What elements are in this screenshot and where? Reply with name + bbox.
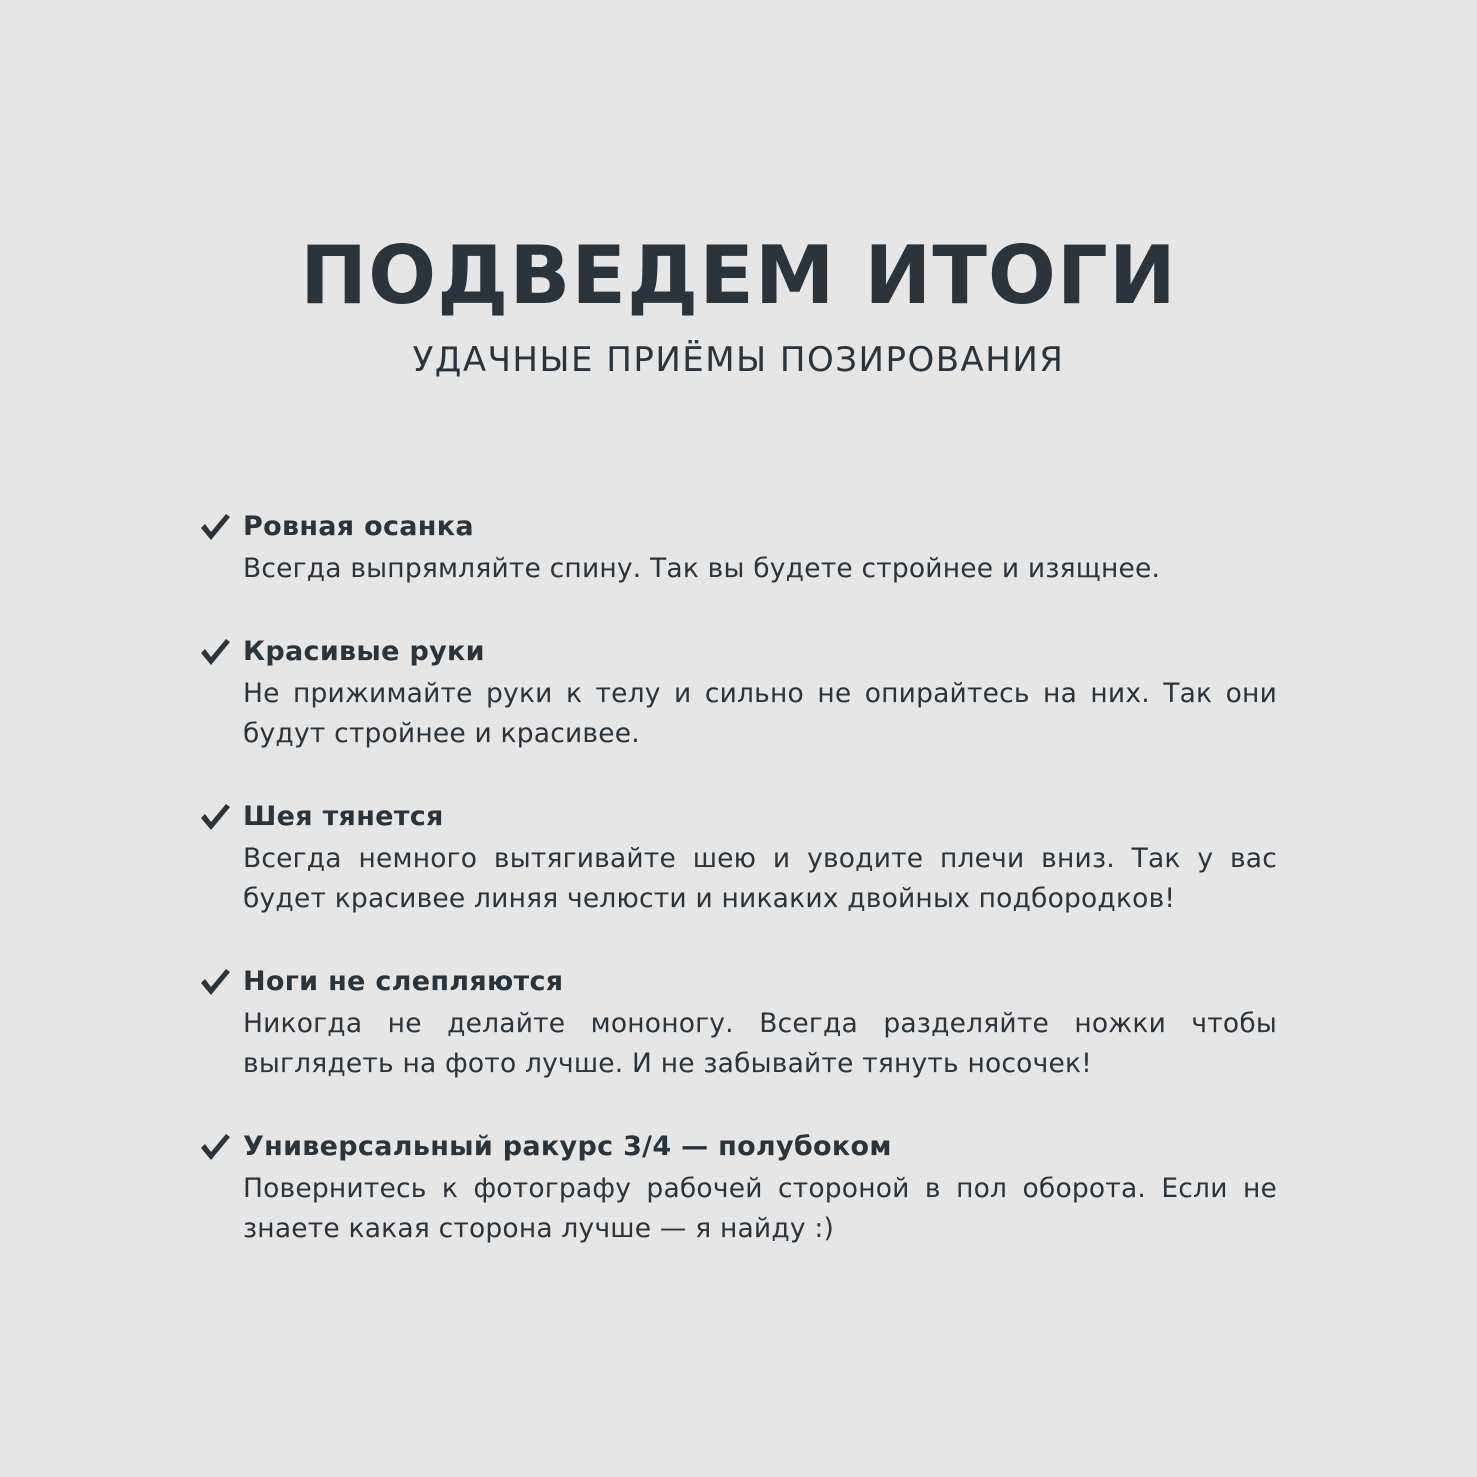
checkmark-icon bbox=[199, 966, 231, 998]
checkmark-icon bbox=[199, 511, 231, 543]
page-subtitle: УДАЧНЫЕ ПРИЁМЫ ПОЗИРОВАНИЯ bbox=[412, 340, 1065, 380]
checkmark-icon bbox=[199, 636, 231, 668]
item-text: Всегда немного вытягивайте шею и уводите плечи вниз. Так у вас будет красивее линяя челюсти и никаких двойных подбородков! bbox=[243, 842, 1277, 914]
item-text: Не прижимайте руки к телу и сильно не опирайтесь на них. Так они будут стройнее и красивее. bbox=[243, 677, 1277, 749]
item-title: Ноги не слепляются bbox=[243, 965, 564, 997]
tips-list bbox=[197, 505, 1277, 1290]
list-item bbox=[197, 795, 1277, 920]
checkmark-icon bbox=[199, 801, 231, 833]
checkmark-icon bbox=[199, 1131, 231, 1163]
list-item bbox=[197, 960, 1277, 1085]
page-title: ПОДВЕДЕМ ИТОГИ bbox=[300, 229, 1177, 322]
item-title: Универсальный ракурс 3/4 — полубоком bbox=[243, 1130, 892, 1162]
list-item bbox=[197, 1125, 1277, 1250]
item-text: Никогда не делайте мононогу. Всегда разделяйте ножки чтобы выглядеть на фото лучше. И не забывайте тянуть носочек! bbox=[243, 1007, 1277, 1079]
item-title: Шея тянется bbox=[243, 800, 444, 832]
item-title: Ровная осанка bbox=[243, 511, 474, 542]
item-text: Всегда выпрямляйте спину. Так вы будете стройнее и изящнее. bbox=[243, 553, 1161, 584]
list-item bbox=[197, 505, 1277, 590]
header bbox=[0, 226, 1477, 384]
item-text: Повернитесь к фотографу рабочей стороной в пол оборота. Если не знаете какая сторона лучше — я найду :) bbox=[243, 1172, 1277, 1244]
list-item bbox=[197, 630, 1277, 755]
item-title: Красивые руки bbox=[243, 635, 485, 667]
